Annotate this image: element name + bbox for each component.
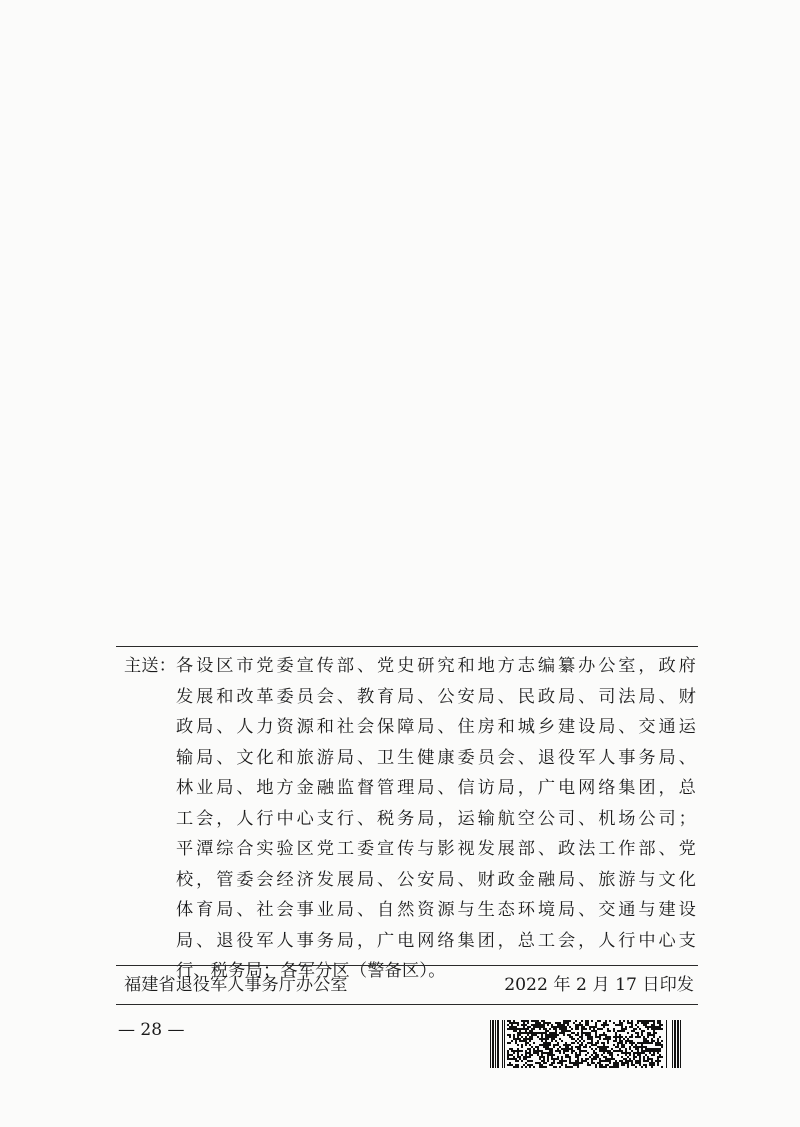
recipients-line: 发展和改革委员会、教育局、公安局、民政局、司法局、财 xyxy=(176,686,696,707)
recipients-label: 主送： xyxy=(124,656,177,676)
issue-date: 2022 年 2 月 17 日印发 xyxy=(504,975,694,995)
middle-divider xyxy=(116,965,698,966)
recipients-line: 工会，人行中心支行、税务局，运输航空公司、机场公司； xyxy=(176,808,696,829)
issuer-row xyxy=(124,970,694,1000)
recipients-line: 局、退役军人事务局，广电网络集团，总工会，人行中心支 xyxy=(176,930,696,951)
recipients-line: 体育局、社会事业局、自然资源与生态环境局、交通与建设 xyxy=(176,900,696,920)
bottom-divider xyxy=(116,1004,698,1005)
recipients-line: 各设区市党委宣传部、党史研究和地方志编纂办公室，政府 xyxy=(176,656,696,676)
recipients-line: 行、税务局；各军分区（警备区）。 xyxy=(176,961,446,981)
barcode-icon xyxy=(487,1020,682,1068)
issuing-office: 福建省退役军人事务厅办公室 xyxy=(124,975,348,995)
recipients-line: 平潭综合实验区党工委宣传与影视发展部、政法工作部、党 xyxy=(176,839,696,859)
page-number: — 28 — xyxy=(118,1020,185,1040)
recipients-line: 林业局、地方金融监督管理局、信访局，广电网络集团，总 xyxy=(176,778,696,798)
recipients-list xyxy=(176,651,696,987)
recipients-line: 校，管委会经济发展局、公安局、财政金融局、旅游与文化 xyxy=(176,869,696,890)
recipients-line: 输局、文化和旅游局、卫生健康委员会、退役军人事务局、 xyxy=(176,747,696,768)
recipients-line: 政局、人力资源和社会保障局、住房和城乡建设局、交通运 xyxy=(176,717,696,737)
top-divider xyxy=(116,646,698,647)
